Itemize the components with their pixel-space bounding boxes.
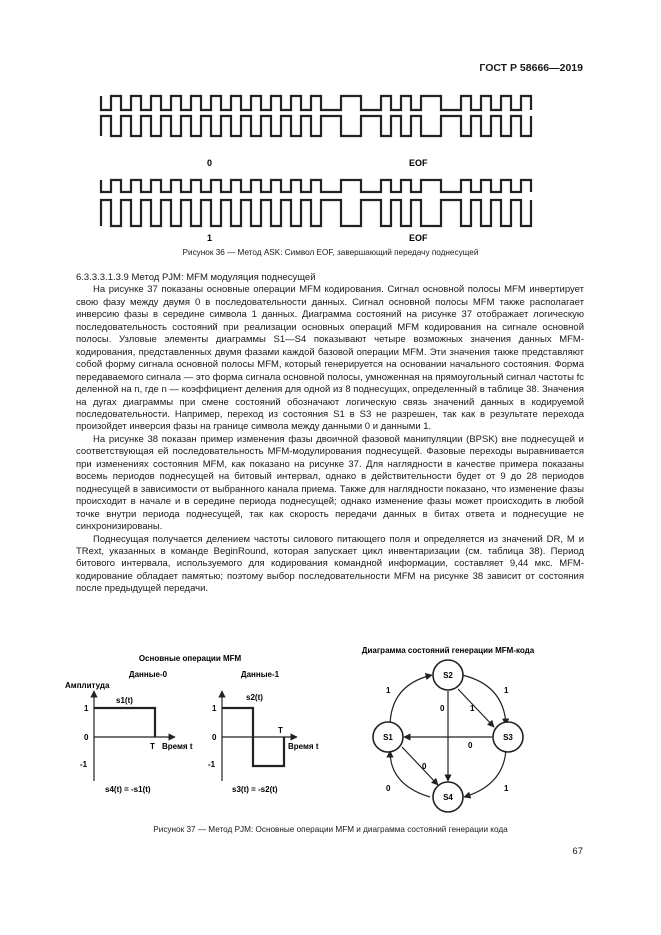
arc-label: 1 (470, 704, 475, 713)
state-label-s3: S3 (503, 733, 513, 742)
state-diagram-title: Диаграмма состояний генерации MFM-кода (361, 646, 535, 655)
page-number: 67 (572, 846, 583, 857)
arc-label: 0 (422, 762, 427, 771)
figure-36-caption: Рисунок 36 — Метод ASK: Символ EOF, завершающий передачу поднесущей (182, 248, 479, 257)
state-label-s2: S2 (443, 671, 453, 680)
label-eof-top: EOF (409, 158, 428, 168)
arc-label: 0 (468, 741, 473, 750)
section-heading: 6.3.3.3.1.3.9 Метод PJM: MFM модуляция поднесущей (76, 272, 316, 283)
standard-code: ГОСТ Р 58666—2019 (479, 62, 583, 74)
s1t-label: s1(t) (116, 696, 133, 705)
y-one-right: 1 (212, 704, 217, 713)
figure-37-caption: Рисунок 37 — Метод PJM: Основные операции MFM и диаграмма состояний генерации кода (153, 825, 508, 834)
eq-s4: s4(t) = -s1(t) (105, 785, 151, 794)
t-mark-right: T (278, 726, 283, 735)
state-label-s4: S4 (443, 793, 453, 802)
figure-37-diagram (60, 645, 600, 820)
time-label-right: Время t (288, 742, 319, 751)
s1-waveform (94, 708, 155, 737)
data0-label: Данные-0 (128, 670, 168, 679)
arc-label: 1 (504, 686, 509, 695)
waveform-bottom-b (101, 200, 531, 226)
ops-title: Основные операции MFM (138, 654, 242, 663)
waveform-top-a (101, 96, 531, 110)
time-label-left: Время t (162, 742, 193, 751)
body-text (76, 272, 584, 596)
arc-s3-s4 (464, 749, 506, 797)
t-mark-left: T (150, 742, 155, 751)
label-zero: 0 (207, 158, 213, 168)
eq-s3: s3(t) = -s2(t) (232, 785, 278, 794)
waveform-top-b (101, 116, 531, 136)
figure-36-waveforms (95, 88, 535, 248)
label-one: 1 (207, 233, 213, 243)
y-minus-one-right: -1 (208, 760, 216, 769)
y-one-left: 1 (84, 704, 89, 713)
data1-label: Данные-1 (240, 670, 280, 679)
arc-s2-s3-diag (458, 689, 494, 727)
paragraph: На рисунке 37 показаны основные операции MFM кодирования. Сигнал основной полосы MFM инвертирует свою фазу между двумя 0 в последовательности данных. Сигнал основной полосы MFM также располагает инверсию фазы в середине символа 1 данных. Диаграмма состояний на рисунке 37 отображает логическую последовательность состояний при реализации основных операций MFM кодирования на сигнале основной полосы. Узловые элементы диаграммы S1—S4 показывают четыре возможных значения данных MFM-кодирования, представленных двумя фазами каждой базовой операции MFM. Эти значения также представляют собой форму сигнала основной полосы MFM, который генерируется на основании начального состояния. Форма передаваемого сигнала — это форма сигнала основной полосы, умноженная на прямоугольный сигнал частоты fc деленной на n, где n — коэффициент деления для одной из 8 поднесущих, определенный в таблице 38. Значения на дугах диаграммы при смене состояний обозначают логическую связь значений данных в кодируемой последовательности. Например, переход из состояния S1 в S3 не разрешен, так как в результате перехода произойдет инверсия фазы на границе символа между данными 0 и данными 1. (76, 284, 584, 433)
y-minus-one-left: -1 (80, 760, 88, 769)
arc-s1-s2 (390, 675, 432, 727)
arc-s4-s1 (390, 751, 430, 797)
s2t-label: s2(t) (246, 693, 263, 702)
state-label-s1: S1 (383, 733, 393, 742)
paragraph: На рисунке 38 показан пример изменения фазы двоичной фазовой манипуляции (BPSK) вне поднесущей и соответствующая ей последовательность MFM-модулирования поднесущей. Фазовые переходы выравнивается при изменениях состояния MFM, как показано на рисунке 37. Для наглядности в качестве примера показаны восемь периодов поднесущей на битовый интервал, однако в действительности будет от 9 до 28 периодов поднесущей в зависимости от выбранного канала приема. Также для наглядности показано, что изменение фазы происходит в начале и в середине периода поднесущей; однако изменение фазы может происходить в любой точке внутри периода поднесущей, так как скорость передачи данных в битах ответа и поднесущие не синхронизированы. (76, 433, 584, 533)
arc-label: 1 (504, 784, 509, 793)
label-eof-bottom: EOF (409, 233, 428, 243)
waveform-bottom-a (101, 180, 531, 192)
arc-label: 0 (440, 704, 445, 713)
y-zero-left: 0 (84, 733, 89, 742)
arc-label: 1 (386, 686, 391, 695)
paragraph: Поднесущая получается делением частоты силового питающего поля и определяется из значений DR, M и TRext, указанных в команде BeginRound, которая запускает цикл инвентаризации (см. таблица 38). Период битового интервала, используемого для кодирования командной информации, составляет 9,44 мкс. MFM-кодирование обладает памятью; поэтому выбор последовательности MFM на рисунке 38 зависит от состояния после предыдущей передачи. (76, 533, 584, 595)
y-zero-right: 0 (212, 733, 217, 742)
arc-label: 0 (386, 784, 391, 793)
amplitude-label: Амплитуда (65, 681, 110, 690)
arc-s1-s4-diag (402, 747, 438, 785)
